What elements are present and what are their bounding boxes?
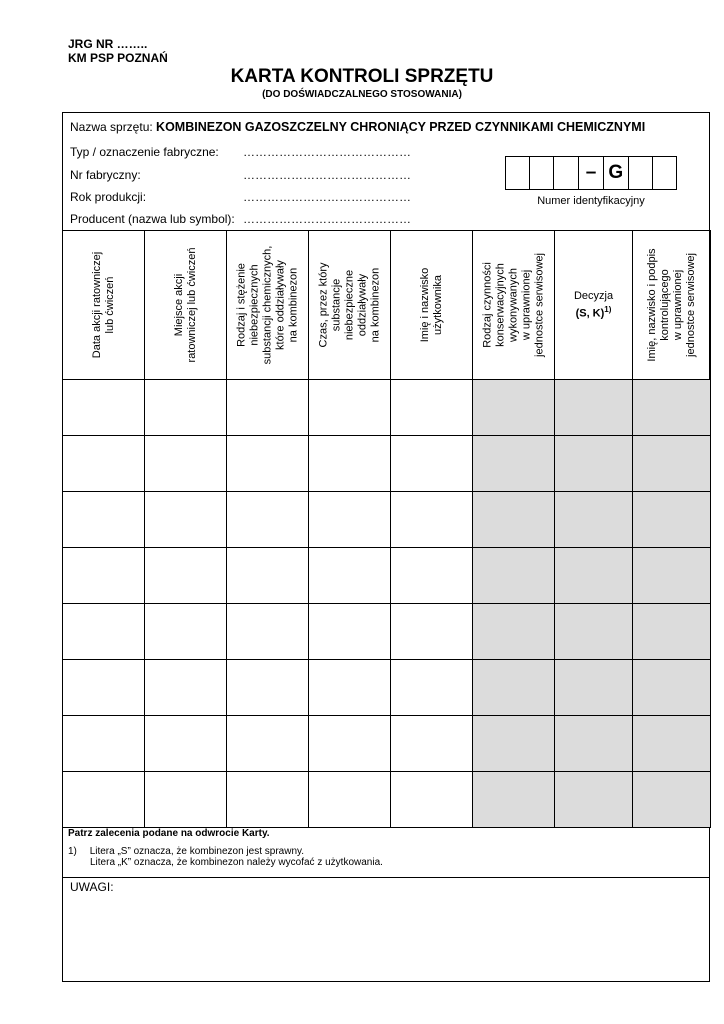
inspection-log-table [62, 230, 711, 828]
year-dots[interactable]: …………………………………… [243, 190, 411, 204]
id-number-label: Numer identyfikacyjny [537, 195, 645, 207]
type-label: Typ / oznaczenie fabryczne: [70, 145, 219, 159]
notes-block [68, 828, 383, 868]
table-row [63, 716, 711, 772]
see-back-note: Patrz zalecenia podane na odwrocie Karty. [68, 828, 270, 839]
table-row [63, 436, 711, 492]
table-row [63, 492, 711, 548]
table-row [63, 772, 711, 828]
decision-sub: (S, K)$^{1)}$ [575, 305, 612, 320]
footnote-line2: Litera „K” oznacza, że kombinezon należy wycofać z użytkowania. [90, 857, 383, 868]
footnote [68, 846, 383, 857]
table-row [63, 604, 711, 660]
remarks-divider [62, 877, 710, 878]
col-exposure-time: Czas, przez który substancje niebezpieczne oddziaływały na kombinezon [309, 231, 391, 380]
equipment-name-row [70, 120, 645, 134]
page-subtitle: (DO DOŚWIADCZALNEGO STOSOWANIA) [262, 89, 462, 100]
equipment-name-value: KOMBINEZON GAZOSZCZELNY CHRONIĄCY PRZED CZYNNIKAMI CHEMICZNYMI [156, 120, 646, 134]
year-label: Rok produkcji: [70, 190, 147, 204]
producer-dots[interactable]: …………………………………… [243, 212, 411, 226]
serial-label: Nr fabryczny: [70, 168, 141, 182]
type-row [70, 145, 450, 159]
remarks-label: UWAGI: [70, 880, 114, 894]
col-user: Imię i nazwisko użytkownika [391, 231, 473, 380]
footnote-line1: Litera „S” oznacza, że kombinezon jest sprawny. [89, 846, 305, 857]
col-substance: Rodzaj i stężenie niebezpiecznych substancji chemicznych, które oddziaływały na kombinezon [227, 231, 309, 380]
producer-row [70, 212, 450, 226]
type-dots[interactable]: …………………………………… [243, 145, 411, 159]
table-row [63, 548, 711, 604]
table-header-row [63, 231, 711, 380]
col-inspector: Imię, nazwisko i podpis kontrolującego w uprawnionej jednostce serwisowej [633, 231, 711, 380]
equipment-name-label: Nazwa sprzętu: [70, 120, 153, 134]
unit-number: JRG NR …….. [68, 37, 148, 51]
id-letter: G [604, 156, 629, 190]
year-row [70, 190, 450, 204]
unit-name: KM PSP POZNAŃ [68, 51, 168, 65]
id-dash: – [579, 156, 604, 190]
col-maintenance: Rodzaj czynności konserwacyjnych wykonywanych w uprawnionej jednostce serwisowej [473, 231, 555, 380]
id-box-border [505, 156, 677, 190]
footnote-number: 1) [68, 846, 77, 857]
page-title: KARTA KONTROLI SPRZĘTU [230, 66, 494, 87]
col-date: Data akcji ratowniczej lub ćwiczeń [63, 231, 145, 380]
producer-label: Producent (nazwa lub symbol): [70, 212, 235, 226]
col-place: Miejsce akcji ratowniczej lub ćwiczeń [145, 231, 227, 380]
table-row [63, 660, 711, 716]
table-row [63, 380, 711, 436]
decision-label: Decyzja [573, 290, 614, 303]
serial-row [70, 168, 450, 182]
serial-dots[interactable]: …………………………………… [243, 168, 411, 182]
col-decision [555, 231, 633, 380]
